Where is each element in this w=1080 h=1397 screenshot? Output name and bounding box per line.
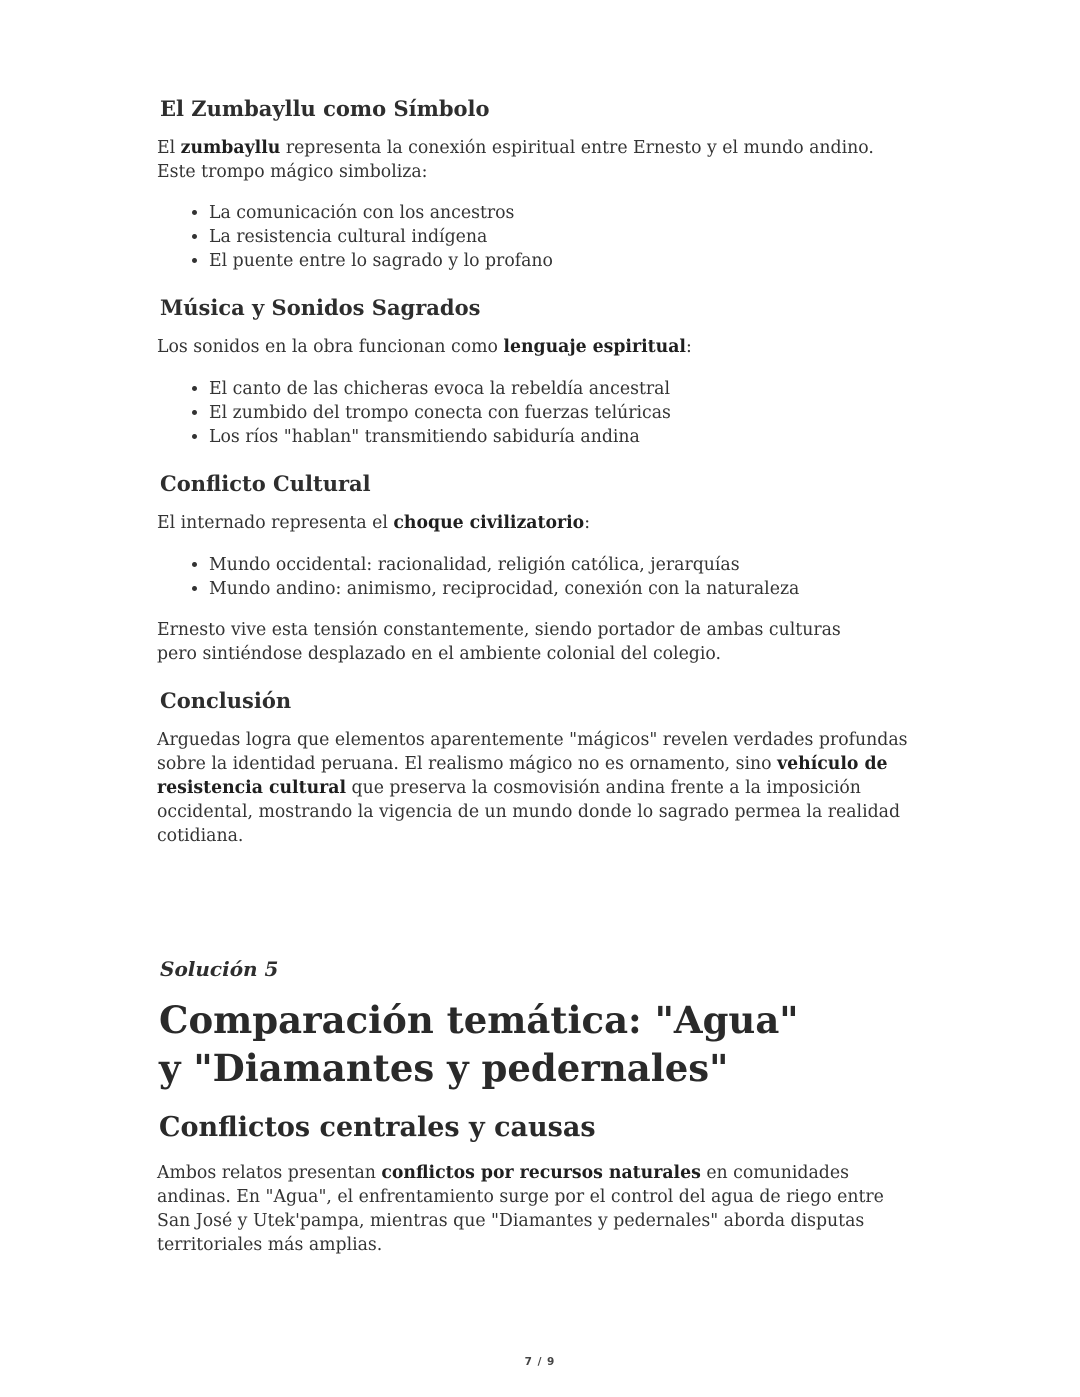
conflicto-list bbox=[157, 553, 927, 601]
list-item: • El zumbido del trompo conecta con fuerzas telúricas bbox=[209, 401, 927, 425]
conflicto-closing: Ernesto vive esta tensión constantemente, siendo portador de ambas culturas pero sintiéndose desplazado en el ambiente colonial del colegio. bbox=[157, 620, 841, 664]
list-item: • El puente entre lo sagrado y lo profano bbox=[209, 249, 927, 273]
section-title-zumbayllu: El Zumbayllu como Símbolo bbox=[160, 96, 490, 121]
conclusion-text: Arguedas logra que elementos aparentemente "mágicos" revelen verdades profundas sobre la identidad peruana. El realismo mágico no es ornamento, sino vehículo de resistencia cultural que preserva la cosmovisión andina frente a la imposición occidental, mostrando la vigencia de un mundo donde lo sagrado permea la realidad cotidiana. bbox=[157, 730, 908, 846]
list-item: • Mundo andino: animismo, reciprocidad, conexión con la naturaleza bbox=[209, 577, 927, 601]
list-item: • Los ríos "hablan" transmitiendo sabiduría andina bbox=[209, 425, 927, 449]
list-item: • El canto de las chicheras evoca la rebeldía ancestral bbox=[209, 377, 927, 401]
conflicto-intro: El internado representa el choque civilizatorio: bbox=[157, 513, 591, 533]
solution-label: Solución 5 bbox=[160, 957, 279, 981]
list-item: • Mundo occidental: racionalidad, religión católica, jerarquías bbox=[209, 553, 927, 577]
musica-list bbox=[157, 377, 927, 449]
page-number: 7 / 9 bbox=[524, 1356, 556, 1368]
list-item: • La resistencia cultural indígena bbox=[209, 225, 927, 249]
solution-subtitle: Conflictos centrales y causas bbox=[159, 1112, 596, 1143]
list-item: • La comunicación con los ancestros bbox=[209, 201, 927, 225]
solution-body: Ambos relatos presentan conflictos por recursos naturales en comunidades andinas. En "Agua", el enfrentamiento surge por el control del agua de riego entre San José y Utek'pampa, mientras que "Diamantes y pedernales" aborda disputas territoriales más amplias. bbox=[157, 1163, 884, 1255]
zumbayllu-list bbox=[157, 201, 927, 273]
document-page bbox=[157, 92, 927, 1257]
solution-title: Comparación temática: "Agua" y "Diamantes y pedernales" bbox=[159, 998, 799, 1090]
section-title-conclusion: Conclusión bbox=[160, 688, 292, 713]
section-title-musica: Música y Sonidos Sagrados bbox=[160, 295, 481, 320]
section-title-conflicto: Conflicto Cultural bbox=[160, 471, 371, 496]
musica-intro: Los sonidos en la obra funcionan como lenguaje espiritual: bbox=[157, 337, 692, 357]
zumbayllu-intro: El zumbayllu representa la conexión espiritual entre Ernesto y el mundo andino. Este trompo mágico simboliza: bbox=[157, 138, 874, 182]
